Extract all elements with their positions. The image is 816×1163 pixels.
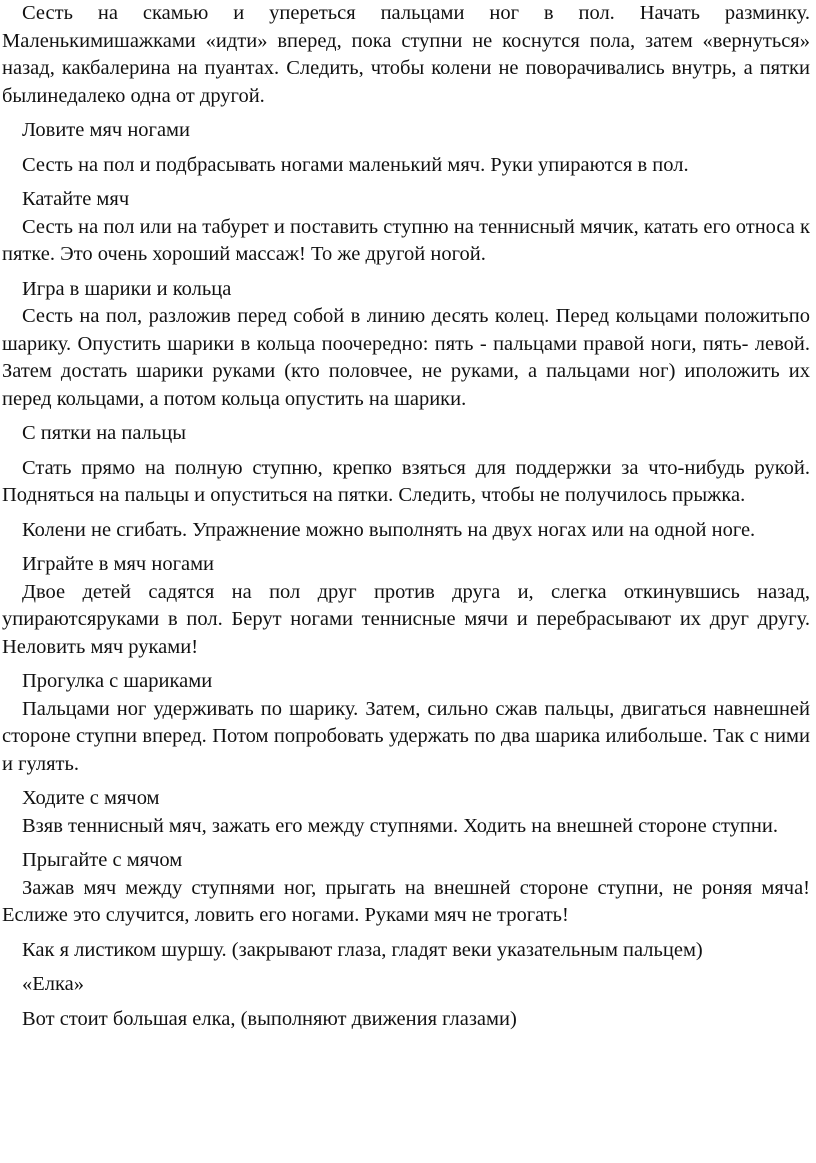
exercise-paragraph: Сесть на пол, разложив перед собой в линию десять колец. Перед кольцами положитьпо шарику. Опустить шарики в кольца поочередно: пять - пальцами правой ноги, пять- левой. Затем достать шарики руками (кто половчее, не руками, а пальцами ног) иположить их перед кольцами, а потом кольца опустить на шарики. <box>2 305 810 410</box>
exercise-heading: С пятки на пальцы <box>22 422 186 444</box>
exercise-paragraph: Сесть на пол или на табурет и поставить ступню на теннисный мячик, катать его относа к пятке. Это очень хороший массаж! То же другой ногой. <box>2 215 810 265</box>
rhyme-line: Вот стоит большая елка, (выполняют движения глазами) <box>22 1007 517 1030</box>
exercise-heading: Прыгайте с мячом <box>22 849 183 871</box>
exercise-paragraph: Стать прямо на полную ступню, крепко взяться для поддержки за что-нибудь рукой. Подняться на пальцы и опуститься на пятки. Следить, чтобы не получилось прыжка. <box>2 456 810 506</box>
rhyme-title: «Елка» <box>22 973 85 995</box>
exercise-paragraph: Пальцами ног удерживать по шарику. Затем, сильно сжав пальцы, двигаться навнешней стороне ступни вперед. Потом попробовать удержать по два шарика илибольше. Так с ними и гулять. <box>2 697 810 775</box>
rhyme-line: Как я листиком шуршу. (закрывают глаза, гладят веки указательным пальцем) <box>22 938 703 961</box>
exercise-paragraph: Взяв теннисный мяч, зажать его между ступнями. Ходить на внешней стороне ступни. <box>22 814 778 837</box>
exercise-heading: Играйте в мяч ногами <box>22 553 215 575</box>
exercise-paragraph: Зажав мяч между ступнями ног, прыгать на внешней стороне ступни, не роняя мяча! Еслиже это случится, ловить его ногами. Руками мяч не трогать! <box>2 876 810 926</box>
exercise-heading: Игра в шарики и кольца <box>22 277 232 300</box>
exercise-heading: Ловите мяч ногами <box>22 119 190 141</box>
exercise-heading: Катайте мяч <box>22 188 130 210</box>
exercise-heading: Ходите с мячом <box>22 787 160 809</box>
exercise-heading: Прогулка с шариками <box>22 670 213 692</box>
exercise-paragraph: Двое детей садятся на пол друг против друга и, слегка откинувшись назад, упираютсяруками в пол. Берут ногами теннисные мячи и перебрасывают их друг другу. Неловить мяч руками! <box>2 580 810 658</box>
intro-paragraph: Сесть на скамью и упереться пальцами ног в пол. Начать разминку. Маленькимишажками «идти» вперед, пока ступни не коснутся пола, затем «вернуться» назад, какбалерина на пуантах. Следить, чтобы колени не поворачивались внутрь, а пятки былинедалеко одна от другой. <box>2 2 810 107</box>
exercise-paragraph: Колени не сгибать. Упражнение можно выполнять на двух ногах или на одной ноге. <box>22 518 756 541</box>
exercise-paragraph: Сесть на пол и подбрасывать ногами маленький мяч. Руки упираются в пол. <box>22 153 689 176</box>
